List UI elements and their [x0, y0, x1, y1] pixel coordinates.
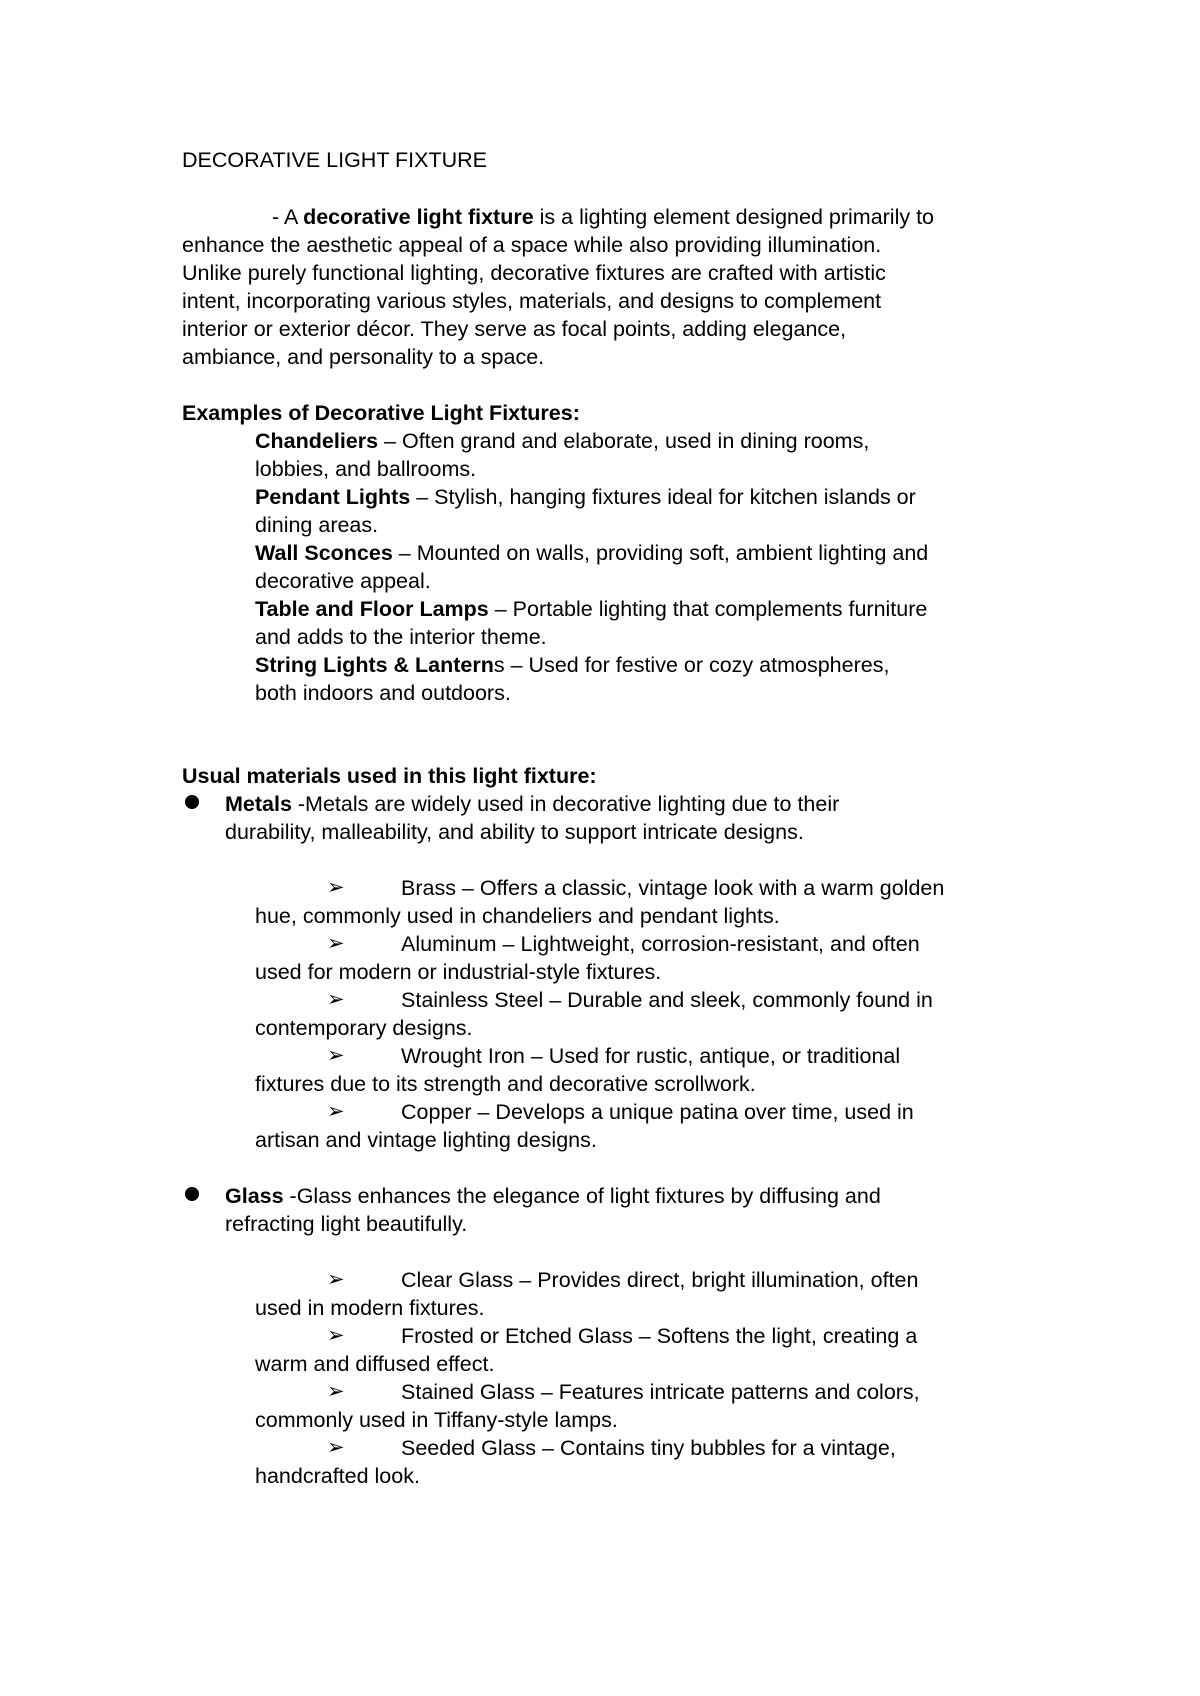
examples-heading: Examples of Decorative Light Fixtures: [182, 401, 580, 425]
metals-line: durability, malleability, and ability to support intricate designs. [225, 820, 804, 844]
metal-item-line: contemporary designs. [255, 1016, 473, 1040]
example-item-line: decorative appeal. [255, 569, 431, 593]
glass-item-line: Seeded Glass – Contains tiny bubbles for a vintage, [401, 1436, 896, 1460]
intro-line: Unlike purely functional lighting, decorative fixtures are crafted with artistic [182, 261, 886, 285]
metal-item-line: used for modern or industrial-style fixtures. [255, 960, 662, 984]
example-item-line: and adds to the interior theme. [255, 625, 547, 649]
metals-line: Metals -Metals are widely used in decorative lighting due to their [225, 792, 840, 816]
arrow-bullet-icon: ➢ [327, 1436, 345, 1459]
glass-item-line: handcrafted look. [255, 1464, 420, 1488]
example-item-line: Table and Floor Lamps – Portable lighting that complements furniture [255, 597, 928, 621]
intro-line [272, 203, 934, 231]
arrow-bullet-icon: ➢ [327, 988, 345, 1011]
glass-item-line: Stained Glass – Features intricate patterns and colors, [401, 1380, 920, 1404]
arrow-bullet-icon: ➢ [327, 876, 345, 899]
example-item-line: lobbies, and ballrooms. [255, 457, 477, 481]
arrow-bullet-icon: ➢ [327, 1268, 345, 1291]
example-item-line: Chandeliers – Often grand and elaborate, used in dining rooms, [255, 429, 870, 453]
glass-line: Glass -Glass enhances the elegance of light fixtures by diffusing and [225, 1184, 881, 1208]
metal-item-line: Brass – Offers a classic, vintage look with a warm golden [401, 876, 945, 900]
metal-item-line: Aluminum – Lightweight, corrosion-resistant, and often [401, 932, 920, 956]
metal-item-line: Stainless Steel – Durable and sleek, commonly found in [401, 988, 933, 1012]
example-item-line: Pendant Lights – Stylish, hanging fixtures ideal for kitchen islands or [255, 485, 916, 509]
materials-heading: Usual materials used in this light fixture: [182, 764, 597, 788]
document-title: DECORATIVE LIGHT FIXTURE [182, 148, 488, 172]
intro-line: intent, incorporating various styles, materials, and designs to complement [182, 289, 882, 313]
example-item-line: dining areas. [255, 513, 379, 537]
glass-item-line: Clear Glass – Provides direct, bright illumination, often [401, 1268, 919, 1292]
intro-line: ambiance, and personality to a space. [182, 345, 545, 369]
bullet-icon [185, 795, 199, 809]
arrow-bullet-icon: ➢ [327, 1100, 345, 1123]
arrow-bullet-icon: ➢ [327, 1324, 345, 1347]
arrow-bullet-icon: ➢ [327, 932, 345, 955]
glass-item-line: warm and diffused effect. [255, 1352, 495, 1376]
intro-line1-rest: is a lighting element designed primarily to [533, 205, 935, 229]
intro-line: interior or exterior décor. They serve as focal points, adding elegance, [182, 317, 847, 341]
glass-item-line: Frosted or Etched Glass – Softens the light, creating a [401, 1324, 918, 1348]
example-item-line: Wall Sconces – Mounted on walls, providing soft, ambient lighting and [255, 541, 929, 565]
metal-item-line: Copper – Develops a unique patina over time, used in [401, 1100, 914, 1124]
intro-term: decorative light fixture [303, 205, 534, 229]
intro-line: enhance the aesthetic appeal of a space while also providing illumination. [182, 233, 882, 257]
metal-item-line: hue, commonly used in chandeliers and pendant lights. [255, 904, 780, 928]
glass-item-line: used in modern fixtures. [255, 1296, 485, 1320]
example-item-line: String Lights & Lanterns – Used for festive or cozy atmospheres, [255, 653, 890, 677]
arrow-bullet-icon: ➢ [327, 1380, 345, 1403]
arrow-bullet-icon: ➢ [327, 1044, 345, 1067]
glass-line: refracting light beautifully. [225, 1212, 468, 1236]
intro-prefix: - A [272, 205, 304, 229]
metal-item-line: fixtures due to its strength and decorative scrollwork. [255, 1072, 756, 1096]
example-item-line: both indoors and outdoors. [255, 681, 511, 705]
bullet-icon [185, 1187, 199, 1201]
metal-item-line: artisan and vintage lighting designs. [255, 1128, 597, 1152]
glass-item-line: commonly used in Tiffany-style lamps. [255, 1408, 618, 1432]
metal-item-line: Wrought Iron – Used for rustic, antique, or traditional [401, 1044, 901, 1068]
